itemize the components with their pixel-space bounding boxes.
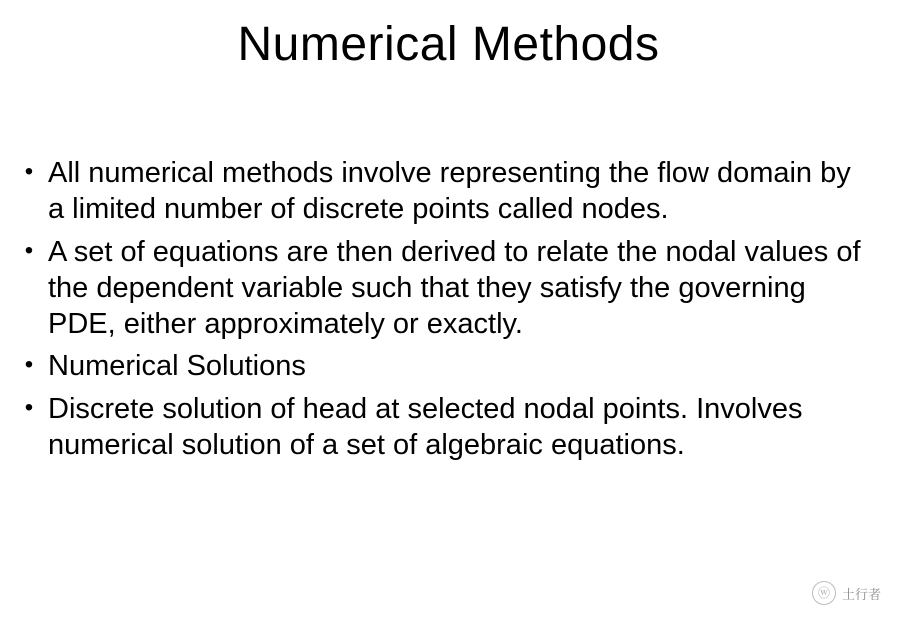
list-item-text: Numerical Solutions: [48, 350, 306, 383]
list-item-text: Discrete solution of head at selected nodal points. Involves numerical solution of a set of algebraic equations.: [48, 392, 803, 461]
bullet-list: [10, 155, 879, 469]
wechat-icon: ⓦ: [812, 581, 836, 605]
page-title: Numerical Methods: [237, 18, 660, 71]
list-item: [10, 234, 879, 343]
watermark-label: 土行者: [841, 587, 881, 603]
bullet-marker-icon: •: [24, 351, 34, 379]
bullet-marker-icon: •: [24, 236, 34, 264]
list-item-text: All numerical methods involve representing the flow domain by a limited number of discrete points called nodes.: [48, 157, 851, 226]
watermark: [812, 581, 881, 605]
list-item: [10, 348, 879, 384]
bullet-marker-icon: •: [24, 393, 34, 421]
list-item: [10, 155, 879, 228]
list-item: [10, 391, 879, 464]
bullet-marker-icon: •: [24, 158, 34, 185]
list-item-text: A set of equations are then derived to relate the nodal values of the dependent variable such that they satisfy the governing PDE, either approximately or exactly.: [48, 235, 861, 340]
